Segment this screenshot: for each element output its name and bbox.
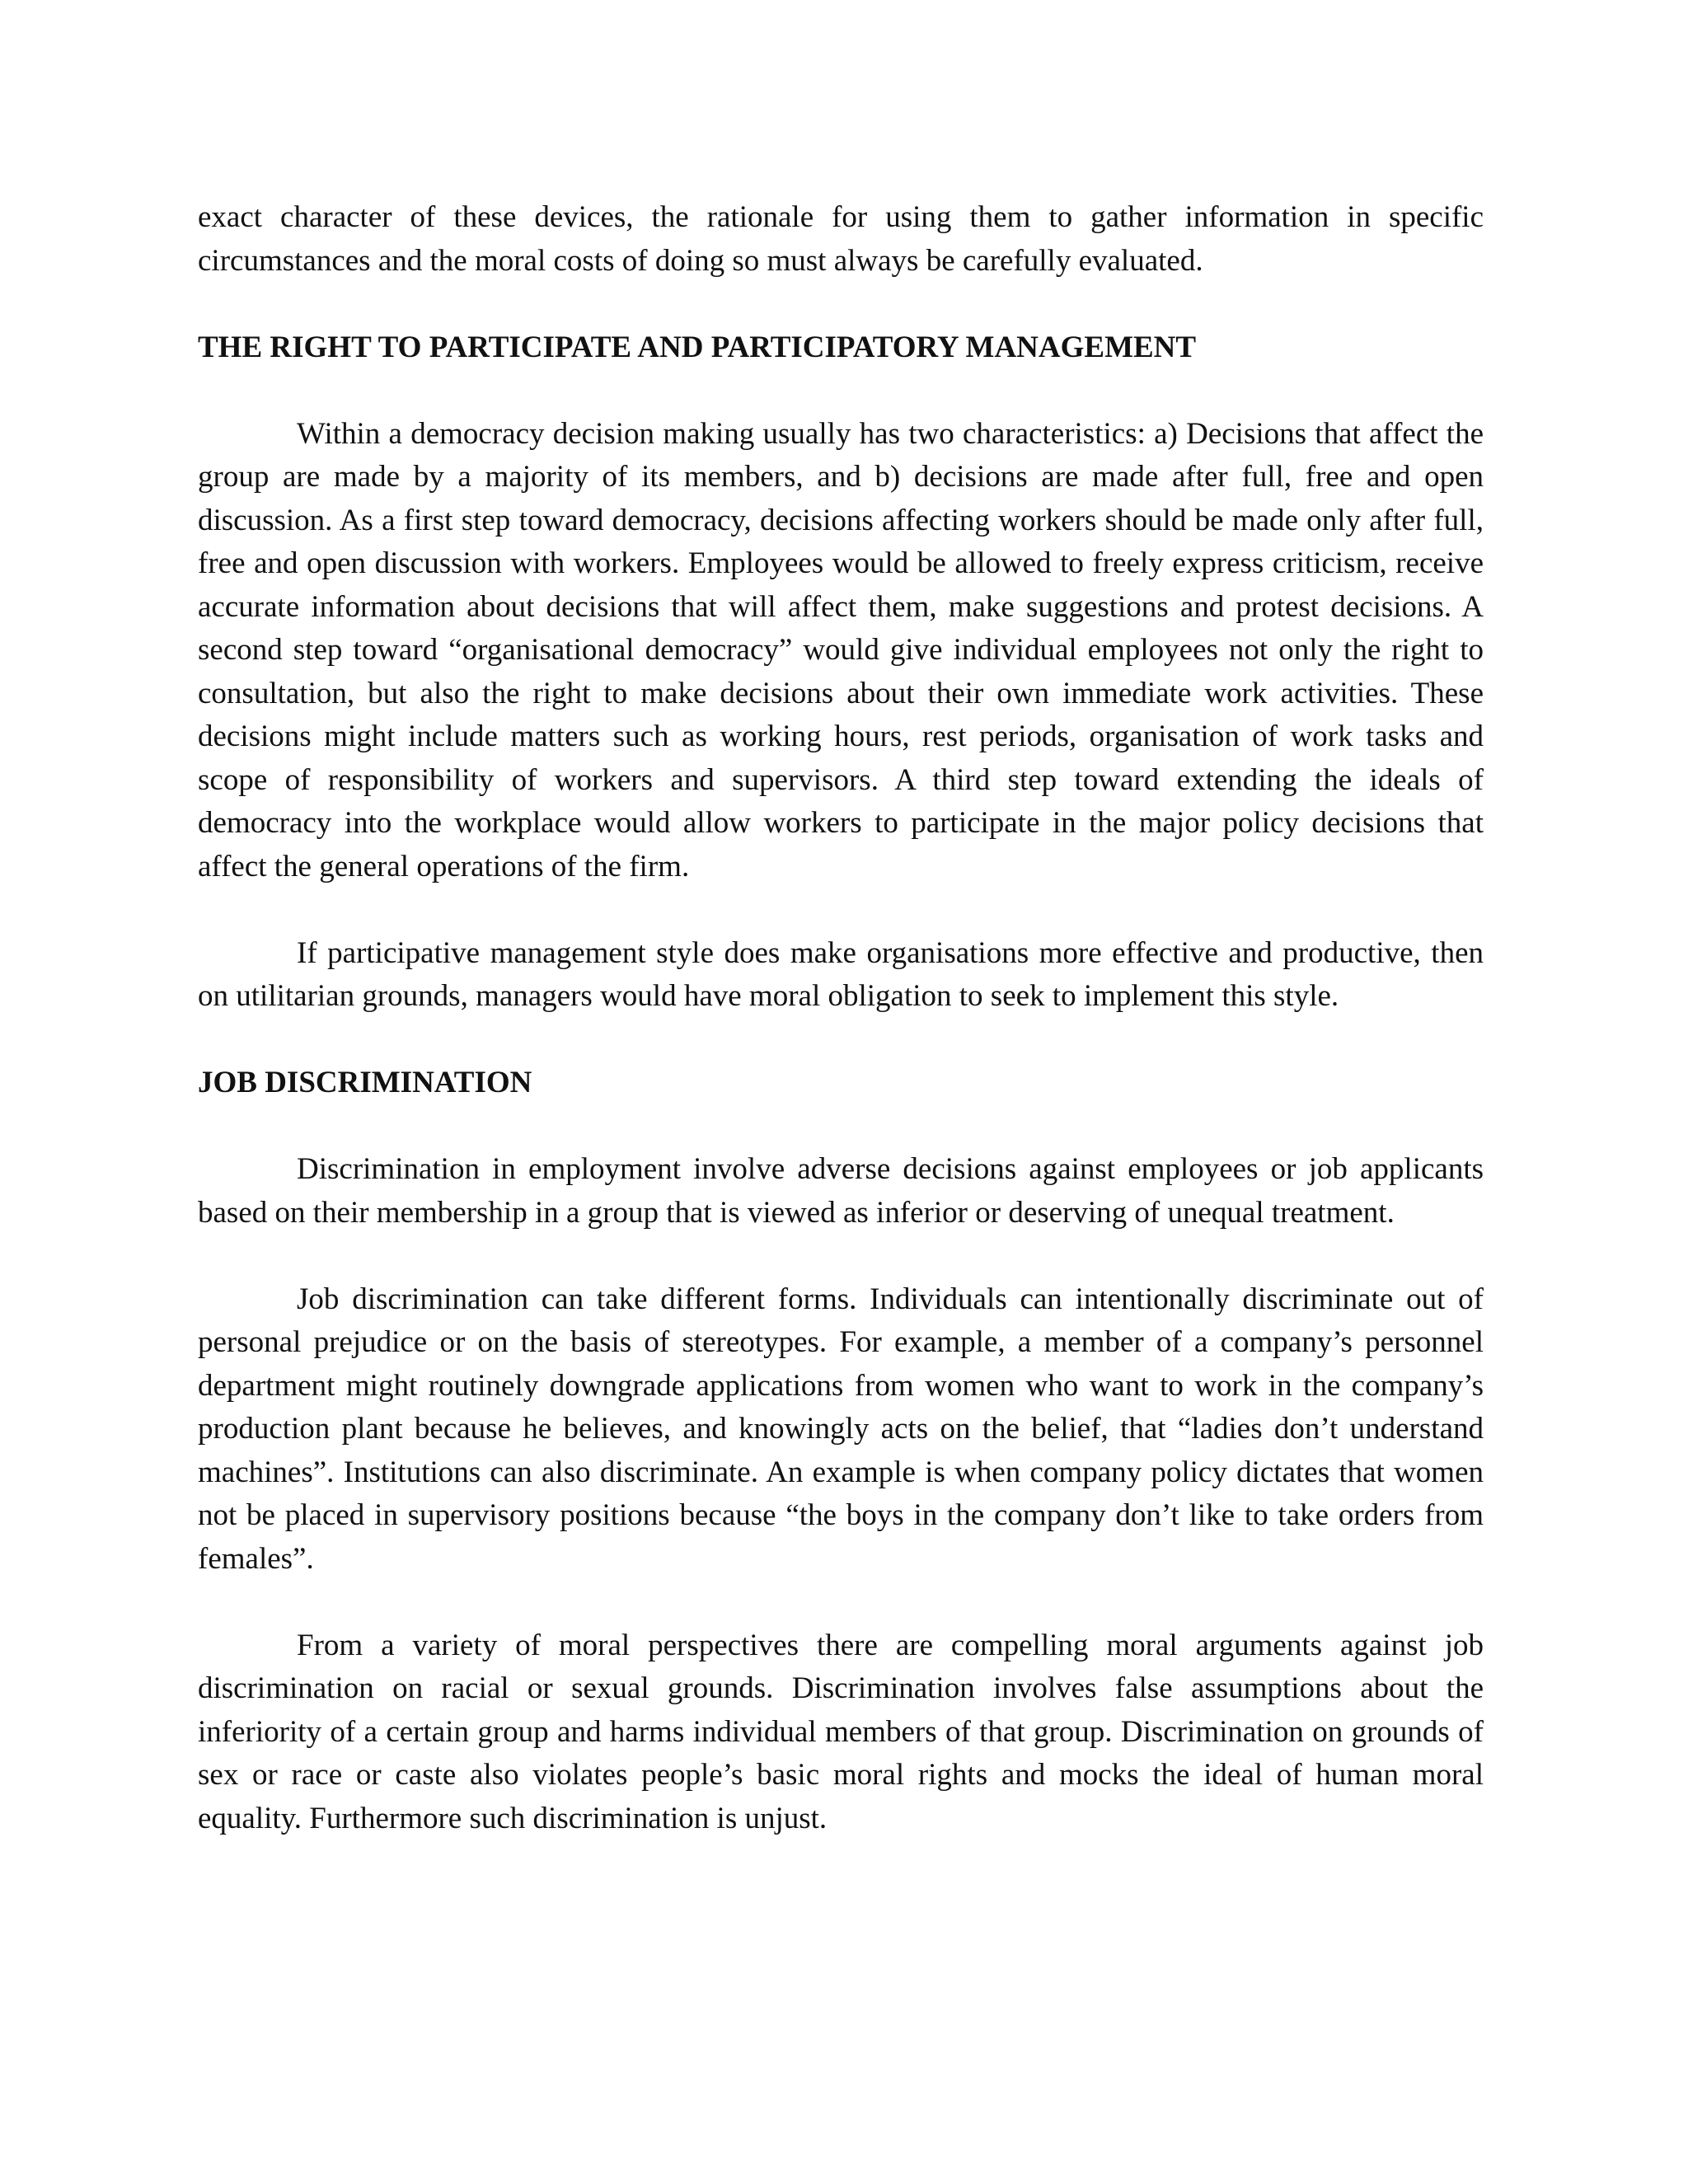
intro-paragraph: exact character of these devices, the rationale for using them to gather information in specific circumstances and the moral costs of doing so must always be carefully evaluated. (198, 200, 1484, 278)
document-page (198, 196, 1484, 1840)
spacer (198, 1235, 1484, 1278)
paragraph-discrimination-definition: Discrimination in employment involve adverse decisions against employees or job applicants based on their membership in a group that is viewed as inferior or deserving of unequal treatment. (198, 1152, 1484, 1230)
paragraph-moral-arguments: From a variety of moral perspectives there are compelling moral arguments against job discrimination on racial or sexual grounds. Discrimination involves false assumptions about the inferiority of a certain group and harms individual members of that group. Discrimination on grounds of sex or race or caste also violates people’s basic moral rights and mocks the ideal of human moral equality. Furthermore such discrimination is unjust. (198, 1628, 1484, 1835)
spacer (198, 369, 1484, 413)
paragraph-discrimination-forms: Job discrimination can take different forms. Individuals can intentionally discriminate out of personal prejudice or on the basis of stereotypes. For example, a member of a company’s personnel department might routinely downgrade applications from women who want to work in the company’s production plant because he believes, and knowingly acts on the belief, that “ladies don’t understand machines”. Institutions can also discriminate. An example is when company policy dictates that women not be placed in supervisory positions because “the boys in the company don’t like to take orders from females”. (198, 1282, 1484, 1576)
paragraph-democracy: Within a democracy decision making usually has two characteristics: a) Decisions that affect the group are made by a majority of its members, and b) decisions are made after full, free and open discussion. As a first step toward democracy, decisions affecting workers should be made only after full, free and open discussion with workers. Employees would be allowed to freely express criticism, receive accurate information about decisions that will affect them, make suggestions and protest decisions. A second step toward “organisational democracy” would give individual employees not only the right to consultation, but also the right to make decisions about their own immediate work activities. These decisions might include matters such as working hours, rest periods, organisation of work tasks and scope of responsibility of workers and supervisors. A third step toward extending the ideals of democracy into the workplace would allow workers to participate in the major policy decisions that affect the general operations of the firm. (198, 416, 1484, 883)
spacer (198, 888, 1484, 932)
paragraph-participative-style: If participative management style does make organisations more effective and productive, then on utilitarian grounds, managers would have moral obligation to seek to implement this style. (198, 935, 1484, 1013)
spacer (198, 1581, 1484, 1624)
spacer (198, 1019, 1484, 1062)
spacer (198, 283, 1484, 326)
section-heading-job-discrimination: JOB DISCRIMINATION (198, 1066, 532, 1099)
spacer (198, 1105, 1484, 1149)
section-heading-participation: THE RIGHT TO PARTICIPATE AND PARTICIPATORY MANAGEMENT (198, 330, 1197, 364)
